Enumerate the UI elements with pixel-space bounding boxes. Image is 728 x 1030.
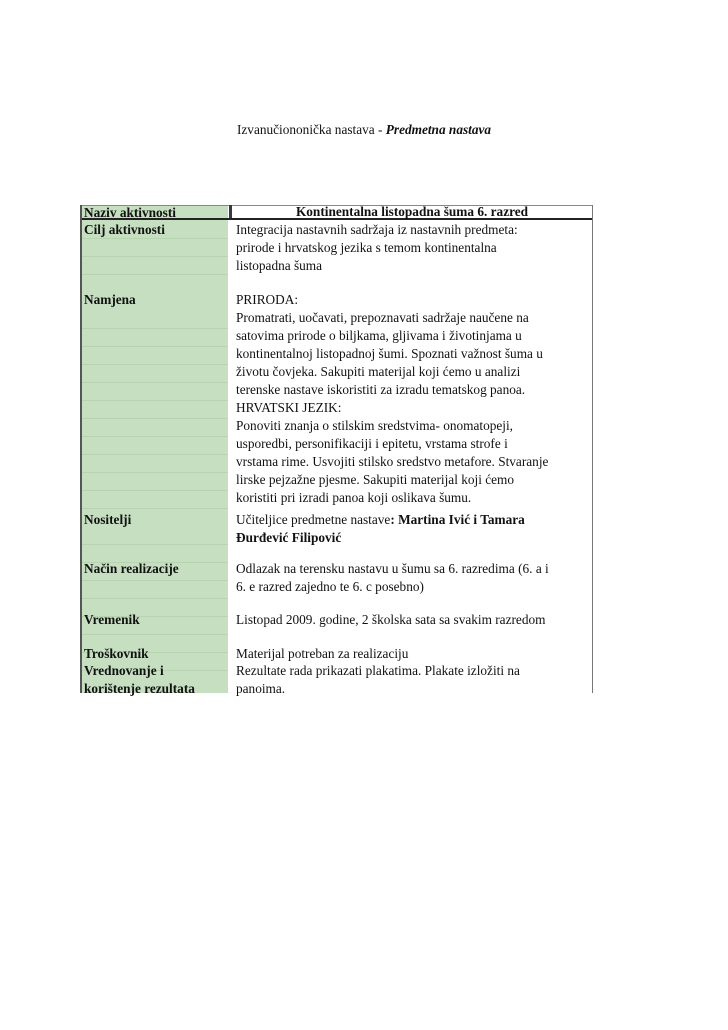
nositelji-prefix: Učiteljice predmetne nastave: [236, 512, 391, 527]
header-label: Naziv aktivnosti: [84, 205, 176, 220]
row-label-vrednovanje: [84, 662, 226, 698]
row-label-nacin-realizacije: Način realizacije: [84, 561, 179, 576]
label-cell-divider: [80, 472, 228, 473]
label-cell-divider: [80, 634, 228, 635]
column-gap: [228, 205, 231, 693]
row-value-namjena: PRIRODA: Promatrati, uočavati, prepoznavati sadržaje naučene na satovima prirode o biljkama, gljivama i životinjama u kontinentalnoj listopadnoj šumi. Spoznati važnost šuma u životu čovjeka. Sakupiti materijal koji ćemo u analizi terenske nastave iskoristiti za izradu tematskog panoa. HRVATSKI JEZIK: Ponoviti znanja o stilskim sredstvima- onomatopeji, usporedbi, personifikaciji i epitetu, vrstama strofe i vrstama rime. Usvojiti stilsko sredstvo metafore. Stvaranje lirske pejzažne pjesme. Sakupiti materijal koji ćemo koristiti pri izradi panoa koji oslikava šumu.: [236, 292, 549, 505]
vrednovanje-label-line2: korištenje rezultata: [84, 681, 195, 696]
row-label-troskovnik: Troškovnik: [84, 646, 149, 661]
vrednovanje-label-line1: Vrednovanje i: [84, 663, 164, 678]
label-cell-divider: [80, 544, 228, 545]
activity-title: Kontinentalna listopadna šuma 6. razred: [295, 204, 529, 219]
label-cell-divider: [80, 382, 228, 383]
row-value-nositelji: [236, 511, 591, 547]
label-cell-divider: [80, 346, 228, 347]
label-cell-divider: [80, 436, 228, 437]
page-heading: [0, 122, 728, 138]
row-label-cilj: Cilj aktivnosti: [84, 222, 165, 237]
table-right-border: [592, 205, 593, 693]
label-cell-divider: [80, 454, 228, 455]
row-value-vremenik: Listopad 2009. godine, 2 školska sata sa svakim razredom: [236, 612, 546, 627]
row-label-vremenik: Vremenik: [84, 612, 140, 627]
heading-emphasis: Predmetna nastava: [385, 122, 492, 137]
row-value-troskovnik: Materijal potreban za realizaciju: [236, 646, 409, 661]
label-cell-divider: [80, 418, 228, 419]
label-cell-divider: [80, 580, 228, 581]
activity-table: [80, 204, 593, 696]
heading-prefix: Izvanučiononička nastava: [236, 122, 375, 137]
label-cell-divider: [80, 274, 228, 275]
label-cell-divider: [80, 508, 228, 509]
row-value-cilj: Integracija nastavnih sadržaja iz nastavnih predmeta: prirode i hrvatskog jezika s temom kontinentalna listopadna šuma: [236, 222, 518, 273]
label-cell-divider: [80, 256, 228, 257]
row-value-vrednovanje: Rezultate rada prikazati plakatima. Plakate izložiti na panoima.: [236, 663, 520, 696]
nositelji-names: : Martina Ivić i Tamara Đurđević Filipović: [236, 512, 525, 545]
label-cell-divider: [80, 400, 228, 401]
label-cell-divider: [80, 490, 228, 491]
label-cell-divider: [80, 364, 228, 365]
table-left-border: [80, 205, 82, 693]
label-cell-divider: [80, 328, 228, 329]
row-label-namjena: Namjena: [84, 292, 136, 307]
row-label-nositelji: Nositelji: [84, 512, 132, 527]
heading-separator: -: [374, 122, 386, 137]
label-cell-divider: [80, 598, 228, 599]
row-value-nacin-realizacije: Odlazak na terensku nastavu u šumu sa 6. razredima (6. a i 6. e razred zajedno te 6. c posebno): [236, 561, 549, 594]
